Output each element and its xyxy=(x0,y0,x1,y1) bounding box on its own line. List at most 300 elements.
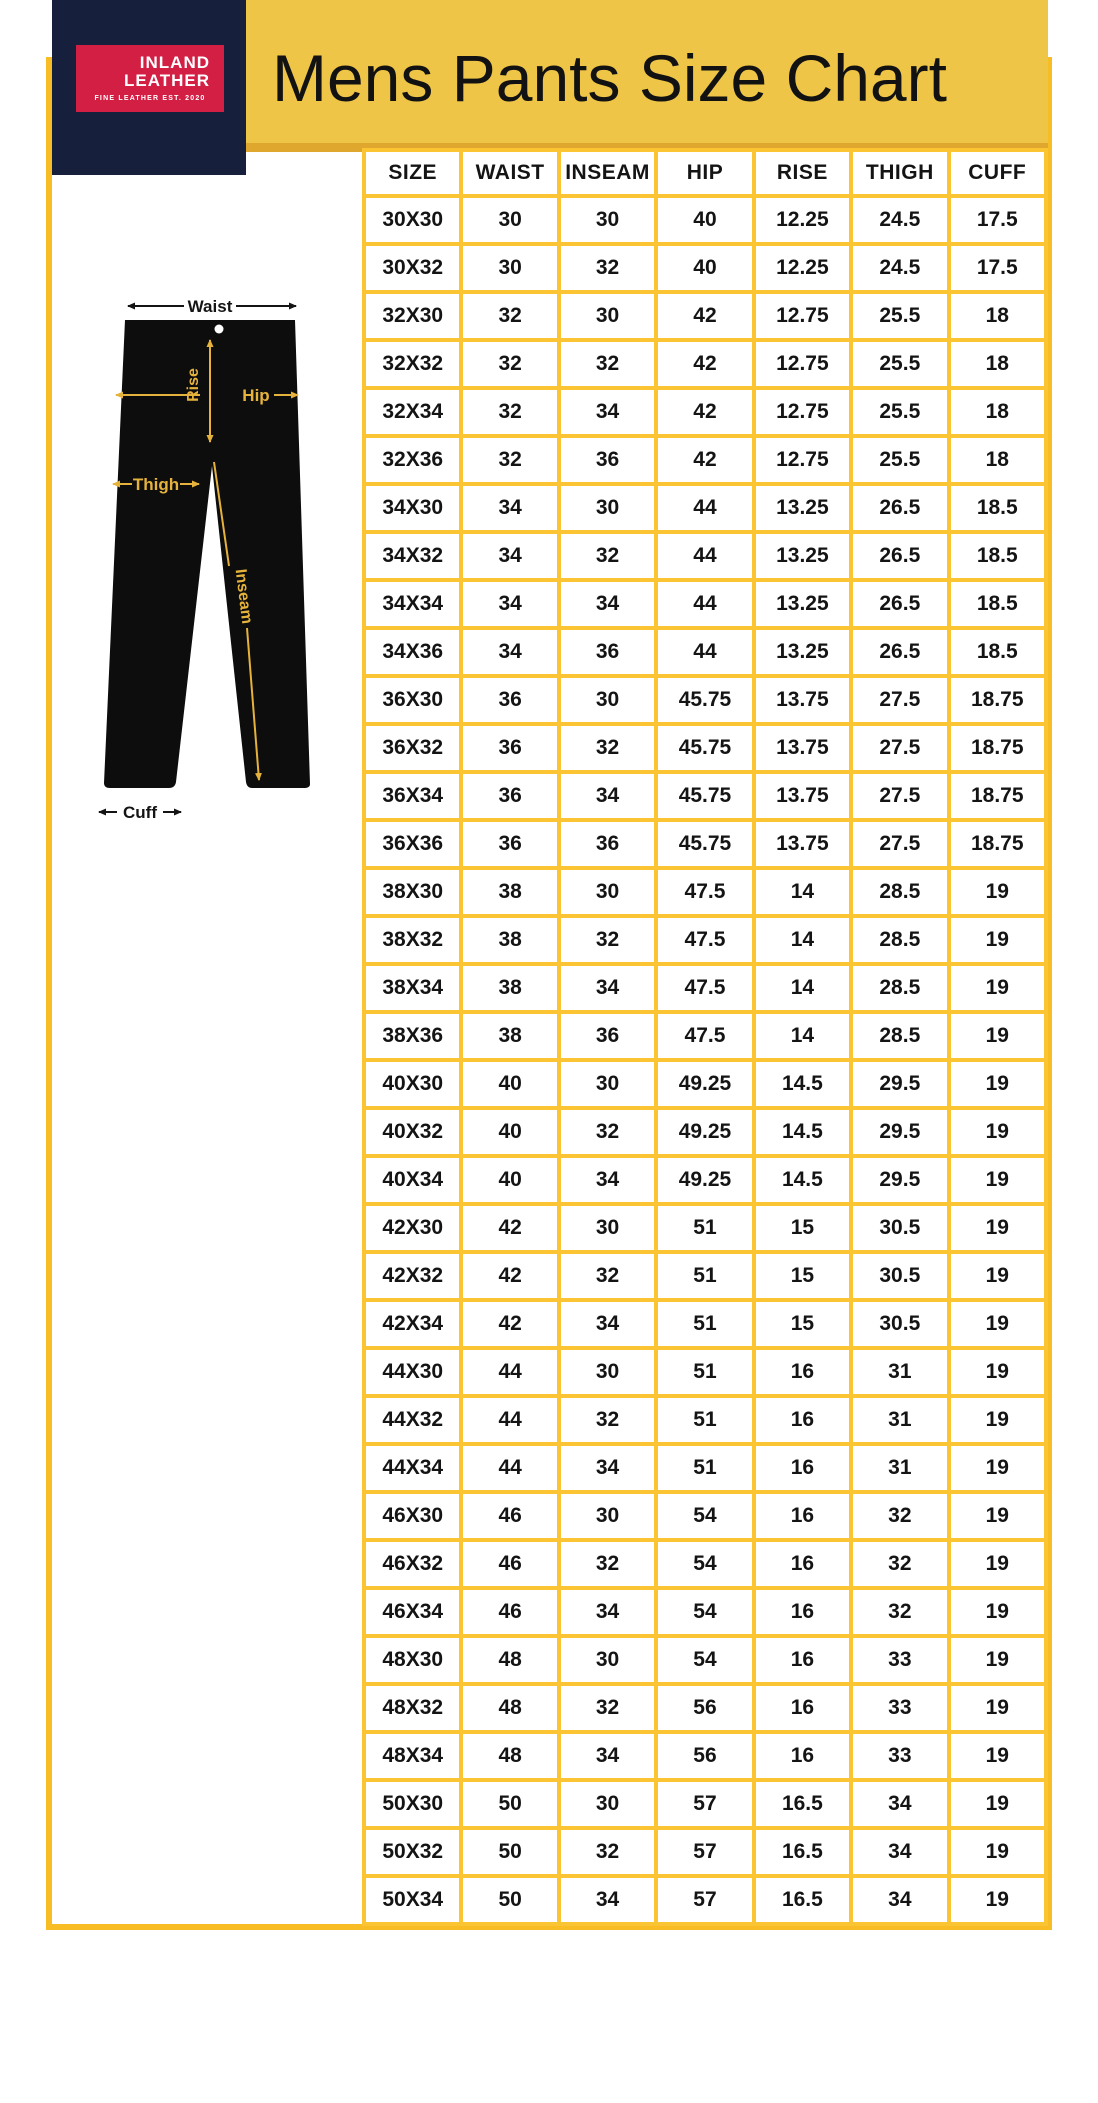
value-cell: 36 xyxy=(461,676,558,724)
value-cell: 34 xyxy=(559,1732,656,1780)
value-cell: 30 xyxy=(559,1780,656,1828)
value-cell: 13.75 xyxy=(754,676,851,724)
value-cell: 26.5 xyxy=(851,532,948,580)
value-cell: 48 xyxy=(461,1732,558,1780)
value-cell: 40 xyxy=(461,1108,558,1156)
value-cell: 34 xyxy=(461,628,558,676)
value-cell: 25.5 xyxy=(851,388,948,436)
size-cell: 38X32 xyxy=(364,916,461,964)
table-row xyxy=(364,1684,1046,1732)
value-cell: 30.5 xyxy=(851,1252,948,1300)
value-cell: 18.75 xyxy=(949,676,1046,724)
value-cell: 57 xyxy=(656,1780,753,1828)
thigh-label: Thigh xyxy=(132,475,180,494)
value-cell: 15 xyxy=(754,1300,851,1348)
value-cell: 18 xyxy=(949,340,1046,388)
cuff-label: Cuff xyxy=(123,803,157,822)
column-header-inseam: INSEAM xyxy=(559,150,656,196)
column-header-waist: WAIST xyxy=(461,150,558,196)
table-row xyxy=(364,1636,1046,1684)
table-row xyxy=(364,244,1046,292)
value-cell: 18.5 xyxy=(949,484,1046,532)
value-cell: 40 xyxy=(656,244,753,292)
value-cell: 13.75 xyxy=(754,820,851,868)
value-cell: 44 xyxy=(656,580,753,628)
value-cell: 15 xyxy=(754,1252,851,1300)
value-cell: 29.5 xyxy=(851,1156,948,1204)
brand-tagline: FINE LEATHER EST. 2020 xyxy=(94,95,206,102)
table-row xyxy=(364,1204,1046,1252)
value-cell: 27.5 xyxy=(851,820,948,868)
size-cell: 34X34 xyxy=(364,580,461,628)
brand-logo-badge xyxy=(76,45,224,112)
value-cell: 45.75 xyxy=(656,724,753,772)
value-cell: 16 xyxy=(754,1588,851,1636)
value-cell: 45.75 xyxy=(656,676,753,724)
value-cell: 42 xyxy=(656,340,753,388)
value-cell: 44 xyxy=(461,1348,558,1396)
value-cell: 14 xyxy=(754,916,851,964)
value-cell: 26.5 xyxy=(851,628,948,676)
value-cell: 14 xyxy=(754,868,851,916)
brand-name-line1: INLAND xyxy=(139,53,210,72)
size-cell: 36X30 xyxy=(364,676,461,724)
value-cell: 49.25 xyxy=(656,1108,753,1156)
page-title: Mens Pants Size Chart xyxy=(272,41,947,115)
table-row xyxy=(364,340,1046,388)
table-row xyxy=(364,868,1046,916)
value-cell: 32 xyxy=(559,724,656,772)
value-cell: 34 xyxy=(559,1156,656,1204)
value-cell: 45.75 xyxy=(656,820,753,868)
value-cell: 32 xyxy=(461,292,558,340)
value-cell: 19 xyxy=(949,1636,1046,1684)
value-cell: 46 xyxy=(461,1540,558,1588)
value-cell: 45.75 xyxy=(656,772,753,820)
value-cell: 49.25 xyxy=(656,1156,753,1204)
value-cell: 34 xyxy=(559,1588,656,1636)
value-cell: 19 xyxy=(949,1396,1046,1444)
size-cell: 30X32 xyxy=(364,244,461,292)
value-cell: 19 xyxy=(949,1012,1046,1060)
value-cell: 28.5 xyxy=(851,916,948,964)
size-cell: 32X34 xyxy=(364,388,461,436)
value-cell: 13.75 xyxy=(754,772,851,820)
value-cell: 51 xyxy=(656,1396,753,1444)
value-cell: 30 xyxy=(559,292,656,340)
waist-label: Waist xyxy=(187,297,233,316)
value-cell: 16.5 xyxy=(754,1828,851,1876)
value-cell: 30 xyxy=(559,1492,656,1540)
value-cell: 19 xyxy=(949,1156,1046,1204)
size-cell: 40X32 xyxy=(364,1108,461,1156)
table-row xyxy=(364,1492,1046,1540)
value-cell: 50 xyxy=(461,1828,558,1876)
value-cell: 18.5 xyxy=(949,628,1046,676)
value-cell: 36 xyxy=(461,820,558,868)
table-row xyxy=(364,1108,1046,1156)
value-cell: 14.5 xyxy=(754,1060,851,1108)
value-cell: 19 xyxy=(949,1060,1046,1108)
value-cell: 32 xyxy=(559,916,656,964)
value-cell: 30.5 xyxy=(851,1204,948,1252)
table-row xyxy=(364,1828,1046,1876)
value-cell: 19 xyxy=(949,1588,1046,1636)
value-cell: 30.5 xyxy=(851,1300,948,1348)
size-cell: 42X34 xyxy=(364,1300,461,1348)
value-cell: 38 xyxy=(461,916,558,964)
table-row xyxy=(364,1300,1046,1348)
table-row xyxy=(364,388,1046,436)
value-cell: 33 xyxy=(851,1684,948,1732)
value-cell: 42 xyxy=(461,1204,558,1252)
value-cell: 16.5 xyxy=(754,1876,851,1924)
size-cell: 38X36 xyxy=(364,1012,461,1060)
value-cell: 47.5 xyxy=(656,964,753,1012)
value-cell: 44 xyxy=(461,1444,558,1492)
table-row xyxy=(364,1732,1046,1780)
value-cell: 50 xyxy=(461,1780,558,1828)
value-cell: 47.5 xyxy=(656,916,753,964)
value-cell: 19 xyxy=(949,1540,1046,1588)
value-cell: 16 xyxy=(754,1684,851,1732)
value-cell: 40 xyxy=(656,196,753,244)
value-cell: 30 xyxy=(461,244,558,292)
value-cell: 30 xyxy=(559,1348,656,1396)
value-cell: 29.5 xyxy=(851,1108,948,1156)
value-cell: 54 xyxy=(656,1540,753,1588)
table-row xyxy=(364,916,1046,964)
value-cell: 32 xyxy=(559,1396,656,1444)
value-cell: 32 xyxy=(559,1828,656,1876)
value-cell: 34 xyxy=(461,484,558,532)
value-cell: 42 xyxy=(461,1300,558,1348)
size-cell: 44X32 xyxy=(364,1396,461,1444)
value-cell: 16 xyxy=(754,1636,851,1684)
value-cell: 18.75 xyxy=(949,820,1046,868)
value-cell: 13.25 xyxy=(754,580,851,628)
value-cell: 16.5 xyxy=(754,1780,851,1828)
value-cell: 51 xyxy=(656,1348,753,1396)
value-cell: 30 xyxy=(559,1204,656,1252)
size-table-body xyxy=(364,196,1046,1924)
value-cell: 19 xyxy=(949,964,1046,1012)
value-cell: 16 xyxy=(754,1732,851,1780)
size-cell: 36X34 xyxy=(364,772,461,820)
size-cell: 32X30 xyxy=(364,292,461,340)
value-cell: 54 xyxy=(656,1492,753,1540)
value-cell: 28.5 xyxy=(851,1012,948,1060)
value-cell: 33 xyxy=(851,1732,948,1780)
value-cell: 30 xyxy=(559,676,656,724)
value-cell: 36 xyxy=(559,1012,656,1060)
value-cell: 18.75 xyxy=(949,724,1046,772)
table-row xyxy=(364,724,1046,772)
value-cell: 32 xyxy=(559,1540,656,1588)
table-row xyxy=(364,196,1046,244)
table-row xyxy=(364,1396,1046,1444)
value-cell: 32 xyxy=(559,1684,656,1732)
value-cell: 34 xyxy=(851,1876,948,1924)
value-cell: 34 xyxy=(559,388,656,436)
value-cell: 54 xyxy=(656,1636,753,1684)
column-header-hip: HIP xyxy=(656,150,753,196)
value-cell: 49.25 xyxy=(656,1060,753,1108)
value-cell: 30 xyxy=(559,868,656,916)
size-cell: 32X32 xyxy=(364,340,461,388)
size-cell: 48X34 xyxy=(364,1732,461,1780)
value-cell: 19 xyxy=(949,1732,1046,1780)
value-cell: 34 xyxy=(559,1300,656,1348)
value-cell: 30 xyxy=(559,1060,656,1108)
table-row xyxy=(364,1876,1046,1924)
value-cell: 16 xyxy=(754,1492,851,1540)
value-cell: 36 xyxy=(559,628,656,676)
value-cell: 16 xyxy=(754,1444,851,1492)
value-cell: 30 xyxy=(559,484,656,532)
value-cell: 18 xyxy=(949,292,1046,340)
size-cell: 34X36 xyxy=(364,628,461,676)
value-cell: 36 xyxy=(559,820,656,868)
value-cell: 19 xyxy=(949,1780,1046,1828)
size-cell: 50X34 xyxy=(364,1876,461,1924)
table-row xyxy=(364,1060,1046,1108)
size-cell: 48X32 xyxy=(364,1684,461,1732)
column-header-cuff: CUFF xyxy=(949,150,1046,196)
value-cell: 44 xyxy=(656,484,753,532)
value-cell: 38 xyxy=(461,964,558,1012)
value-cell: 27.5 xyxy=(851,724,948,772)
size-table-head xyxy=(364,150,1046,196)
value-cell: 18.5 xyxy=(949,580,1046,628)
value-cell: 19 xyxy=(949,1204,1046,1252)
value-cell: 40 xyxy=(461,1060,558,1108)
value-cell: 34 xyxy=(559,1444,656,1492)
value-cell: 56 xyxy=(656,1684,753,1732)
value-cell: 32 xyxy=(559,340,656,388)
value-cell: 14 xyxy=(754,1012,851,1060)
value-cell: 19 xyxy=(949,1492,1046,1540)
value-cell: 36 xyxy=(461,724,558,772)
value-cell: 42 xyxy=(461,1252,558,1300)
value-cell: 31 xyxy=(851,1396,948,1444)
value-cell: 27.5 xyxy=(851,772,948,820)
table-row xyxy=(364,1540,1046,1588)
value-cell: 18 xyxy=(949,388,1046,436)
value-cell: 24.5 xyxy=(851,244,948,292)
value-cell: 18.75 xyxy=(949,772,1046,820)
value-cell: 18 xyxy=(949,436,1046,484)
table-row xyxy=(364,436,1046,484)
size-cell: 42X30 xyxy=(364,1204,461,1252)
value-cell: 19 xyxy=(949,1876,1046,1924)
table-row xyxy=(364,820,1046,868)
table-row xyxy=(364,1156,1046,1204)
value-cell: 17.5 xyxy=(949,244,1046,292)
value-cell: 12.25 xyxy=(754,196,851,244)
value-cell: 18.5 xyxy=(949,532,1046,580)
value-cell: 16 xyxy=(754,1348,851,1396)
size-cell: 46X34 xyxy=(364,1588,461,1636)
size-cell: 34X30 xyxy=(364,484,461,532)
waist-button xyxy=(215,325,224,334)
value-cell: 14.5 xyxy=(754,1108,851,1156)
table-row xyxy=(364,1588,1046,1636)
value-cell: 54 xyxy=(656,1588,753,1636)
value-cell: 56 xyxy=(656,1732,753,1780)
value-cell: 32 xyxy=(461,436,558,484)
value-cell: 19 xyxy=(949,1252,1046,1300)
value-cell: 34 xyxy=(851,1828,948,1876)
column-header-size: SIZE xyxy=(364,150,461,196)
size-cell: 46X30 xyxy=(364,1492,461,1540)
value-cell: 28.5 xyxy=(851,964,948,1012)
table-row xyxy=(364,484,1046,532)
value-cell: 12.25 xyxy=(754,244,851,292)
size-cell: 40X30 xyxy=(364,1060,461,1108)
value-cell: 19 xyxy=(949,1444,1046,1492)
table-row xyxy=(364,1252,1046,1300)
value-cell: 47.5 xyxy=(656,1012,753,1060)
size-cell: 50X30 xyxy=(364,1780,461,1828)
value-cell: 25.5 xyxy=(851,436,948,484)
value-cell: 32 xyxy=(559,1252,656,1300)
value-cell: 44 xyxy=(461,1396,558,1444)
value-cell: 46 xyxy=(461,1492,558,1540)
table-row xyxy=(364,1012,1046,1060)
value-cell: 26.5 xyxy=(851,580,948,628)
table-row xyxy=(364,676,1046,724)
value-cell: 31 xyxy=(851,1444,948,1492)
table-row xyxy=(364,580,1046,628)
size-cell: 30X30 xyxy=(364,196,461,244)
value-cell: 46 xyxy=(461,1588,558,1636)
value-cell: 32 xyxy=(559,532,656,580)
brand-name-line2: LEATHER xyxy=(123,71,210,90)
value-cell: 30 xyxy=(461,196,558,244)
value-cell: 51 xyxy=(656,1252,753,1300)
column-header-thigh: THIGH xyxy=(851,150,948,196)
size-cell: 44X30 xyxy=(364,1348,461,1396)
value-cell: 16 xyxy=(754,1540,851,1588)
value-cell: 34 xyxy=(461,580,558,628)
value-cell: 15 xyxy=(754,1204,851,1252)
value-cell: 19 xyxy=(949,868,1046,916)
size-table xyxy=(362,148,1048,1926)
value-cell: 14 xyxy=(754,964,851,1012)
value-cell: 19 xyxy=(949,1684,1046,1732)
value-cell: 13.25 xyxy=(754,628,851,676)
value-cell: 51 xyxy=(656,1204,753,1252)
value-cell: 51 xyxy=(656,1444,753,1492)
size-cell: 38X30 xyxy=(364,868,461,916)
column-header-rise: RISE xyxy=(754,150,851,196)
value-cell: 42 xyxy=(656,436,753,484)
size-cell: 50X32 xyxy=(364,1828,461,1876)
value-cell: 17.5 xyxy=(949,196,1046,244)
value-cell: 27.5 xyxy=(851,676,948,724)
value-cell: 19 xyxy=(949,1828,1046,1876)
value-cell: 12.75 xyxy=(754,436,851,484)
value-cell: 19 xyxy=(949,1348,1046,1396)
hip-label: Hip xyxy=(242,386,270,405)
size-cell: 42X32 xyxy=(364,1252,461,1300)
size-cell: 40X34 xyxy=(364,1156,461,1204)
value-cell: 32 xyxy=(851,1492,948,1540)
size-cell: 48X30 xyxy=(364,1636,461,1684)
table-row xyxy=(364,1780,1046,1828)
inseam-label: Inseam xyxy=(231,568,256,625)
value-cell: 24.5 xyxy=(851,196,948,244)
brand-logo xyxy=(52,0,246,175)
size-cell: 36X36 xyxy=(364,820,461,868)
value-cell: 25.5 xyxy=(851,340,948,388)
value-cell: 19 xyxy=(949,1108,1046,1156)
rise-label: Rise xyxy=(185,368,202,402)
table-row xyxy=(364,532,1046,580)
value-cell: 25.5 xyxy=(851,292,948,340)
table-row xyxy=(364,964,1046,1012)
size-cell: 44X34 xyxy=(364,1444,461,1492)
value-cell: 32 xyxy=(461,388,558,436)
value-cell: 38 xyxy=(461,1012,558,1060)
value-cell: 13.25 xyxy=(754,532,851,580)
value-cell: 13.75 xyxy=(754,724,851,772)
value-cell: 32 xyxy=(559,1108,656,1156)
value-cell: 32 xyxy=(461,340,558,388)
size-cell: 36X32 xyxy=(364,724,461,772)
value-cell: 16 xyxy=(754,1396,851,1444)
value-cell: 42 xyxy=(656,388,753,436)
value-cell: 47.5 xyxy=(656,868,753,916)
value-cell: 33 xyxy=(851,1636,948,1684)
value-cell: 12.75 xyxy=(754,292,851,340)
size-cell: 38X34 xyxy=(364,964,461,1012)
table-row xyxy=(364,292,1046,340)
size-cell: 32X36 xyxy=(364,436,461,484)
size-cell: 34X32 xyxy=(364,532,461,580)
value-cell: 36 xyxy=(559,436,656,484)
value-cell: 57 xyxy=(656,1876,753,1924)
value-cell: 12.75 xyxy=(754,340,851,388)
value-cell: 48 xyxy=(461,1684,558,1732)
value-cell: 36 xyxy=(461,772,558,820)
value-cell: 13.25 xyxy=(754,484,851,532)
value-cell: 48 xyxy=(461,1636,558,1684)
value-cell: 42 xyxy=(656,292,753,340)
value-cell: 14.5 xyxy=(754,1156,851,1204)
table-row xyxy=(364,772,1046,820)
value-cell: 44 xyxy=(656,628,753,676)
value-cell: 34 xyxy=(559,580,656,628)
value-cell: 26.5 xyxy=(851,484,948,532)
value-cell: 57 xyxy=(656,1828,753,1876)
value-cell: 34 xyxy=(559,964,656,1012)
value-cell: 19 xyxy=(949,916,1046,964)
value-cell: 34 xyxy=(461,532,558,580)
value-cell: 31 xyxy=(851,1348,948,1396)
value-cell: 12.75 xyxy=(754,388,851,436)
value-cell: 34 xyxy=(851,1780,948,1828)
value-cell: 34 xyxy=(559,772,656,820)
table-row xyxy=(364,1348,1046,1396)
pants-silhouette xyxy=(104,320,310,788)
value-cell: 44 xyxy=(656,532,753,580)
value-cell: 28.5 xyxy=(851,868,948,916)
value-cell: 38 xyxy=(461,868,558,916)
value-cell: 32 xyxy=(559,244,656,292)
value-cell: 32 xyxy=(851,1540,948,1588)
